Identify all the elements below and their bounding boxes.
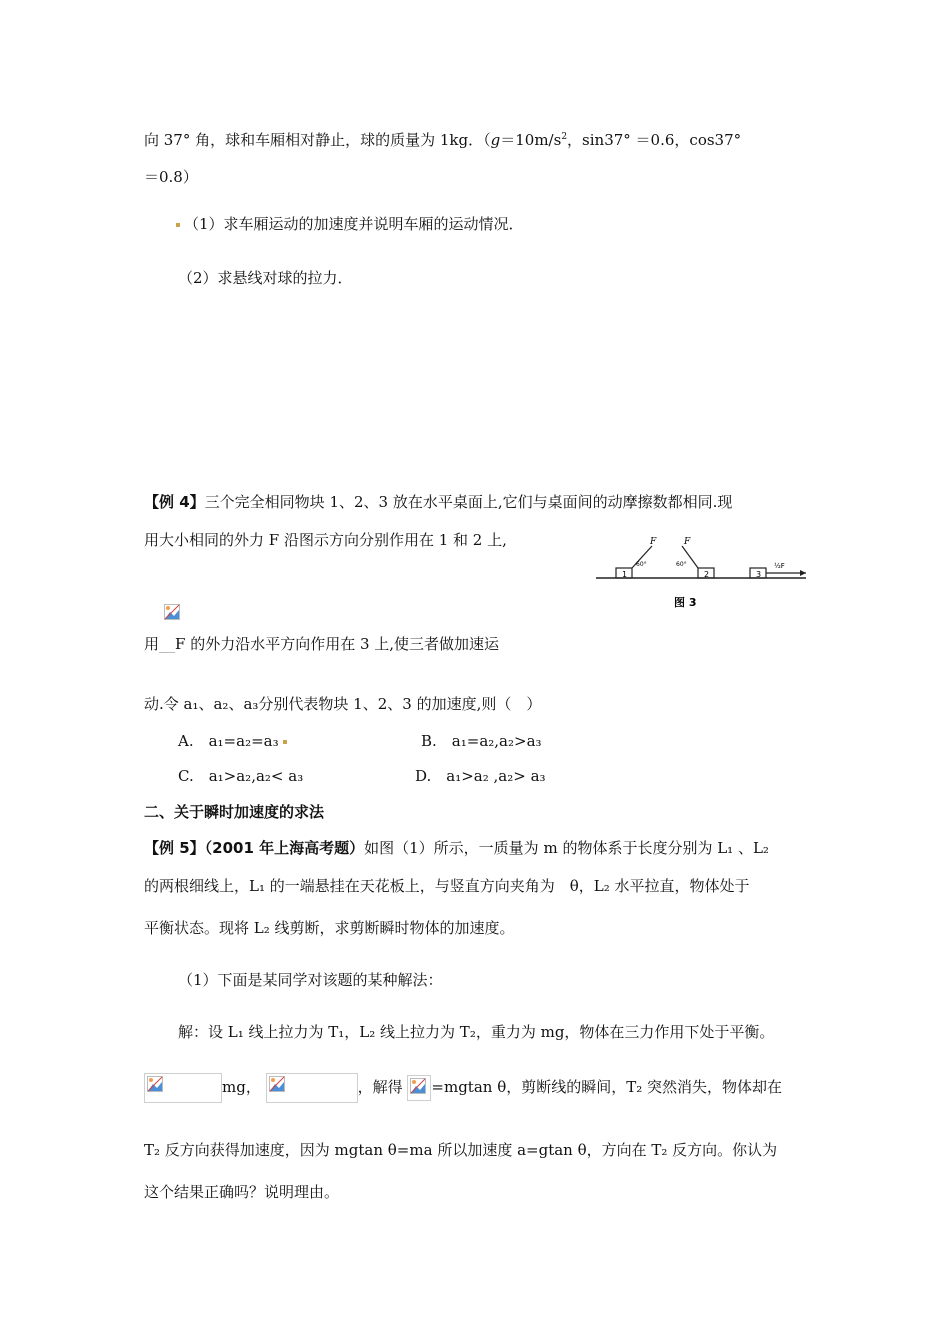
question-2: （2）求悬线对球的拉力． <box>178 269 353 287</box>
example-4-line-3: 用 F 的外力沿水平方向作用在 3 上,使三者做加速运 <box>144 635 500 653</box>
question-1: （1）求车厢运动的加速度并说明车厢的运动情况． <box>172 214 524 234</box>
broken-image-icon <box>162 602 180 620</box>
figure-3 <box>594 534 814 624</box>
problem-text-line-2: ＝0.8） <box>144 168 198 186</box>
svg-text:½F: ½F <box>774 562 785 570</box>
example-5-label: 【例 5】（2001 年上海高考题） <box>144 839 365 857</box>
example-5-line-2: 的两根细线上，L₁ 的一端悬挂在天花板上，与竖直方向夹角为 θ，L₂ 水平拉直，物体处于 <box>144 877 750 895</box>
example-5-line-3: 平衡状态。现将 L₂ 线剪断，求剪断瞬时物体的加速度。 <box>144 919 515 937</box>
svg-text:F: F <box>650 537 657 547</box>
svg-text:60°: 60° <box>676 561 687 568</box>
option-c[interactable]: C. a₁>a₂,a₂< a₃ <box>178 767 304 785</box>
example-4-line-4: 动.令 a₁、a₂、a₃分别代表物块 1、2、3 的加速度,则（ ） <box>144 695 542 713</box>
solution-line-c: 这个结果正确吗？说明理由。 <box>144 1183 340 1201</box>
example-5-line-1: 【例 5】（2001 年上海高考题）如图（1）所示，一质量为 m 的物体系于长度分别为 L₁ 、L₂ <box>144 839 769 857</box>
example-4-line-1: 【例 4】三个完全相同物块 1、2、3 放在水平桌面上,它们与桌面间的动摩擦数都相同.现 <box>144 493 733 511</box>
svg-text:60°: 60° <box>636 561 647 568</box>
svg-text:1: 1 <box>622 570 628 579</box>
equation-line: mg， ，解得 =mgtan θ，剪断线的瞬间，T₂ 突然消失，物体却在 <box>144 1070 782 1104</box>
solution-line: 解：设 L₁ 线上拉力为 T₁，L₂ 线上拉力为 T₂，重力为 mg，物体在三力作用下处于平衡。 <box>178 1023 775 1041</box>
bullet-dot <box>176 223 180 227</box>
svg-text:3: 3 <box>756 570 762 579</box>
sub-question-1: （1）下面是某同学对该题的某种解法： <box>178 971 443 989</box>
broken-image-icon <box>407 1075 431 1101</box>
svg-text:F: F <box>684 537 691 547</box>
problem-text-line-1: 向 37° 角，球和车厢相对静止，球的质量为 1kg．（$g=10m/s^2$，sin37° ＝0.6，cos37° <box>144 131 742 149</box>
placeholder-image-small <box>162 600 180 620</box>
example-4-line-2: 用大小相同的外力 F 沿图示方向分别作用在 1 和 2 上, <box>144 531 507 549</box>
svg-text:2: 2 <box>704 570 710 579</box>
broken-image-icon <box>144 1073 222 1103</box>
broken-image-icon <box>266 1073 358 1103</box>
option-d[interactable]: D. a₁>a₂ ,a₂> a₃ <box>415 767 546 785</box>
bullet-dot <box>283 740 287 744</box>
section-heading: 二、关于瞬时加速度的求法 <box>144 803 325 821</box>
solution-line-b: T₂ 反方向获得加速度，因为 mgtan θ=ma 所以加速度 a=gtan θ，方向在 T₂ 反方向。你认为 <box>144 1141 778 1159</box>
option-a[interactable]: A. a₁=a₂=a₃ <box>178 731 291 751</box>
figure-caption: 图 3 <box>674 596 697 609</box>
option-b[interactable]: B. a₁=a₂,a₂>a₃ <box>421 732 542 750</box>
example-4-label: 【例 4】 <box>144 493 205 511</box>
